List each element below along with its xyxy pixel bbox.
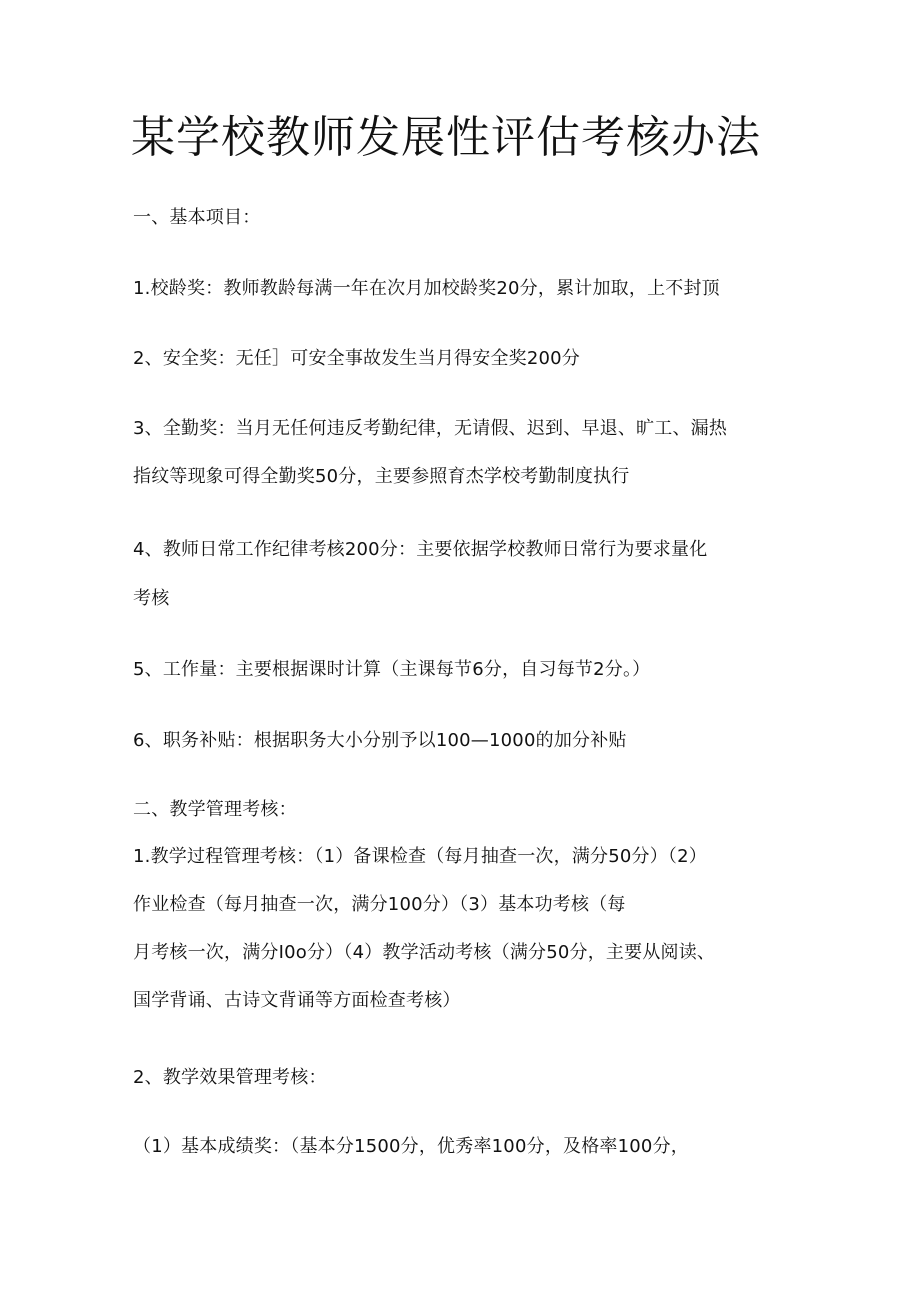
item-process-management-cont-2: 月考核一次，满分I0o分）（4）教学活动考核（满分50分，主要从阅读、 — [133, 942, 716, 963]
item-effect-management: 2、教学效果管理考核： — [133, 1067, 327, 1088]
document-title: 某学校教师发展性评估考核办法 — [131, 112, 761, 163]
item-basic-score-award: （1）基本成绩奖：（基本分1500分，优秀率100分，及格率100分， — [133, 1136, 689, 1157]
item-daily-discipline-cont: 考核 — [133, 588, 170, 609]
item-attendance-award: 3、全勤奖：当月无任何违反考勤纪律，无请假、迟到、早退、旷工、漏热 — [133, 418, 728, 439]
item-seniority-award: 1.校龄奖：教师教龄每满一年在次月加校龄奖20分，累计加取，上不封顶 — [133, 278, 720, 299]
item-process-management-cont-3: 国学背诵、古诗文背诵等方面检查考核） — [133, 990, 461, 1011]
item-workload: 5、工作量：主要根据课时计算（主课每节6分，自习每节2分。） — [133, 659, 651, 680]
item-attendance-award-cont: 指纹等现象可得全勤奖50分，主要参照育杰学校考勤制度执行 — [133, 466, 630, 487]
item-safety-award: 2、安全奖：无任］可安全事故发生当月得安全奖200分 — [133, 348, 581, 369]
item-position-allowance: 6、职务补贴：根据职务大小分别予以100—1000的加分补贴 — [133, 730, 627, 751]
section-heading-teaching-management: 二、教学管理考核： — [133, 799, 297, 820]
item-daily-discipline: 4、教师日常工作纪律考核200分：主要依据学校教师日常行为要求量化 — [133, 539, 708, 560]
section-heading-basic-items: 一、基本项目： — [133, 207, 261, 228]
item-process-management-cont-1: 作业检查（每月抽查一次，满分100分）（3）基本功考核（每 — [133, 894, 626, 915]
item-process-management: 1.教学过程管理考核：（1）备课检查（每月抽查一次，满分50分）（2） — [133, 846, 707, 867]
